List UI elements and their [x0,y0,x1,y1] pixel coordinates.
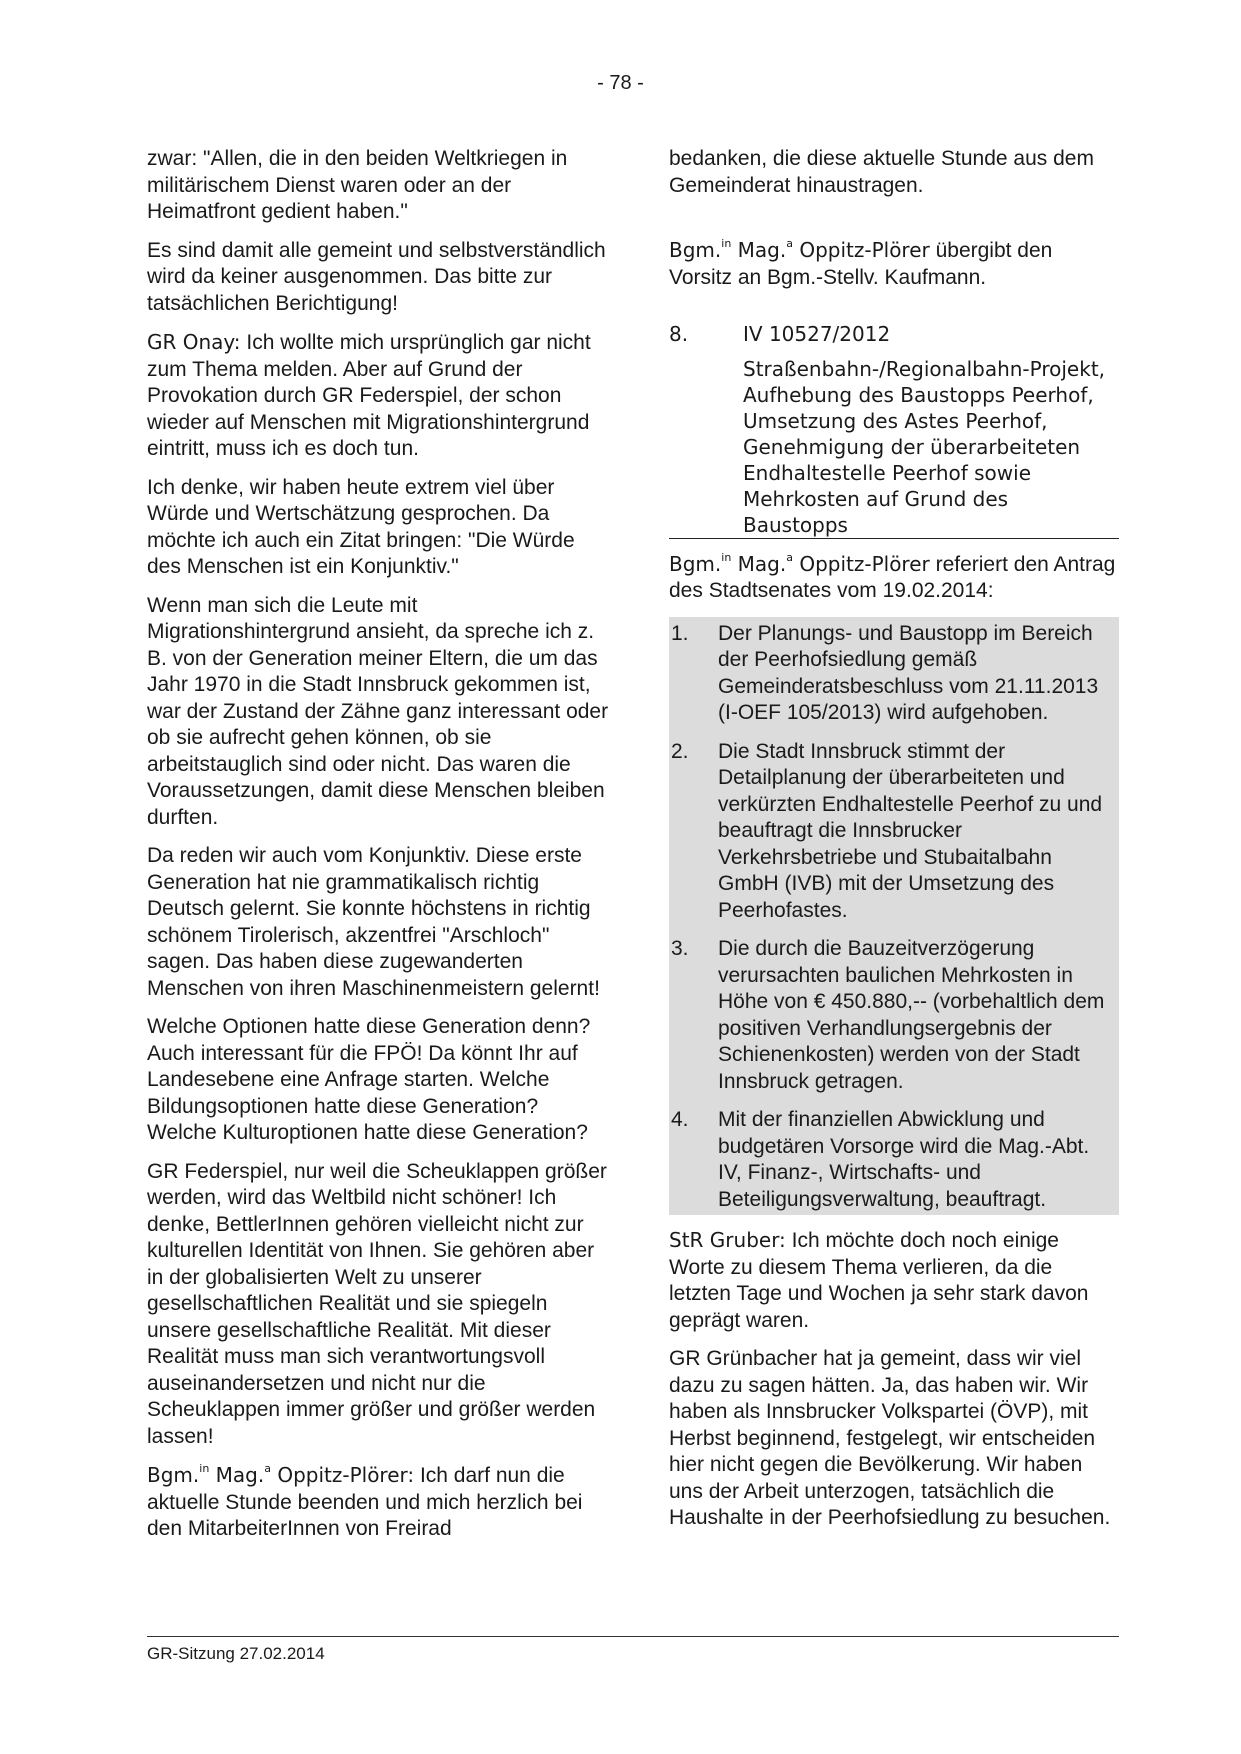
paragraph: Da reden wir auch vom Konjunktiv. Diese erste Generation hat nie grammatikalisch richtig Deutsch gelernt. Sie konnte höchstens in richtig schönem Tirolerisch, akzentfrei "Arschloch" sagen. Das haben diese zugewanderten Menschen von ihren Maschinenmeistern gelernt! [147,844,600,1000]
speaker-name [147,1463,414,1487]
speaker-title: Bgm. [147,1463,200,1487]
agenda-item [669,321,1119,539]
speaker-surname: Oppitz-Plörer [792,238,930,262]
speech-text: referiert den Antrag des Stadtsenates vom 19.02.2014: [669,552,1116,602]
paragraph [147,1462,612,1543]
right-column [669,146,1119,1544]
list-item [669,739,1115,925]
list-text: Die Stadt Innsbruck stimmt der Detailplanung der überarbeiteten und verkürzten Endhaltestelle Peerhof zu und beauftragt die Innsbrucker Verkehrsbetriebe und Stubaitalbahn GmbH (IVB) mit der Umsetzung des Peerhofastes. [718,739,1103,922]
list-number: 4. [671,1108,689,1131]
speaker-name [669,552,930,576]
paragraph [669,237,1119,291]
speaker-surname: Oppitz-Plörer [792,551,930,576]
speaker-title: Bgm. [669,551,722,576]
paragraph: bedanken, die diese aktuelle Stunde aus dem Gemeinderat hinaustragen. [669,147,1094,197]
paragraph: Ich denke, wir haben heute extrem viel über Würde und Wertschätzung gesprochen. Da möchte ich auch ein Zitat bringen: "Die Würde des Menschen ist ein Konjunktiv." [147,475,575,578]
speaker-title: Bgm. [669,238,722,262]
paragraph: Es sind damit alle gemeint und selbstverständlich wird da keiner ausgenommen. Das bitte zur tatsächlichen Berichtigung! [147,238,606,315]
speech-text: Ich wollte mich ursprünglich gar nicht zum Thema melden. Aber auf Grund der Provokation durch GR Federspiel, der schon wieder auf Menschen mit Migrationshintergrund eintritt, muss ich es doch tun. [147,331,591,460]
left-column [147,146,612,1555]
paragraph [669,1227,1119,1334]
paragraph: Wenn man sich die Leute mit Migrationshintergrund ansieht, da spreche ich z. B. von der Generation meiner Eltern, die um das Jahr 1970 in die Stadt Innsbruck gekommen ist, war der Zustand der Zähne ganz interessant oder ob sie aufrecht gehen können, ob sie arbeitstauglich sind oder nicht. Das waren die Voraussetzungen, damit diese Menschen bleiben durften. [147,593,609,829]
list-number: 3. [671,937,689,960]
superscript: a [264,1462,271,1476]
list-number: 1. [671,621,689,645]
paragraph [669,551,1119,605]
speech-text: Ich darf nun die aktuelle Stunde beenden und mich herzlich bei den MitarbeiterInnen von Freirad [147,1464,583,1540]
list-text: Der Planungs- und Baustopp im Bereich der Peerhofsiedlung gemäß Gemeinderatsbeschluss vom 21.11.2013 (I-OEF 105/2013) wird aufgehoben. [718,621,1099,724]
superscript: a [786,550,793,564]
page-number: - 78 - [597,72,644,94]
speaker-name [669,238,930,262]
divider [669,538,1119,539]
speech-text: übergibt den Vorsitz an Bgm.-Stellv. Kaufmann. [669,239,1053,289]
agenda-code: IV 10527/2012 [743,322,891,346]
list-text: Mit der finanziellen Abwicklung und budgetären Vorsorge wird die Mag.-Abt. IV, Finanz-, Wirtschafts- und Beteiligungsverwaltung, beauftragt. [718,1108,1090,1211]
paragraph: GR Grünbacher hat ja gemeint, dass wir viel dazu zu sagen hätten. Ja, das haben wir. Wir haben als Innsbrucker Volkspartei (ÖVP), mit Herbst beginnend, festgelegt, wir entscheiden hier nicht gegen die Bevölkerung. Wir haben uns der Arbeit unterzogen, tatsächlich die Haushalte in der Peerhofsiedlung zu besuchen. [669,1347,1111,1529]
list-item [669,936,1115,1095]
speaker-name: StR Gruber: [669,1228,786,1252]
paragraph [147,329,612,463]
superscript: in [721,550,732,564]
list-item [669,1107,1115,1213]
superscript: a [786,237,793,251]
agenda-number: 8. [669,322,689,346]
speaker-title: Mag. [209,1463,265,1487]
list-text: Die durch die Bauzeitverzögerung verursachten baulichen Mehrkosten in Höhe von € 450.880,-- (vorbehaltlich dem positiven Verhandlungsergebnis der Schienenkosten) werden von der Stadt Innsbruck getragen. [718,937,1105,1093]
footer-session-date: GR-Sitzung 27.02.2014 [147,1644,325,1663]
footer-divider [147,1636,1119,1637]
speech-text: Ich möchte doch noch einige Worte zu diesem Thema verlieren, da die letzten Tage und Wochen ja sehr stark davon geprägt waren. [669,1229,1089,1332]
paragraph: zwar: "Allen, die in den beiden Weltkriegen in militärischem Dienst waren oder an der Heimatfront gedient haben." [147,147,568,223]
paragraph: Welche Optionen hatte diese Generation denn? Auch interessant für die FPÖ! Da könnt Ihr auf Landesebene eine Anfrage starten. Welche Bildungsoptionen hatte diese Generation? Welche Kulturoptionen hatte diese Generation? [147,1015,591,1144]
speaker-title: Mag. [731,551,787,576]
speaker-surname: Oppitz-Plörer: [270,1463,415,1487]
speaker-name: GR Onay: [147,330,241,354]
resolution-list [669,617,1119,1216]
superscript: in [199,1462,210,1476]
paragraph: GR Federspiel, nur weil die Scheuklappen größer werden, wird das Weltbild nicht schöner! Ich denke, BettlerInnen gehören vielleicht nicht zur kulturellen Identität von Ihnen. Sie gehören aber in der globalisierten Welt zu unserer gesellschaftlichen Realität und sie spiegeln unsere gesellschaftliche Realität. Mit dieser Realität muss man sich verantwortungsvoll auseinandersetzen und nicht nur die Scheuklappen immer größer und größer werden lassen! [147,1159,607,1448]
agenda-title: Straßenbahn-/Regionalbahn-Projekt, Aufhebung des Baustopps Peerhof, Umsetzung des Astes Peerhof, Genehmigung der überarbeiteten Endhaltestelle Peerhof sowie Mehrkosten auf Grund des Baustopps [743,356,1106,537]
superscript: in [721,237,732,251]
speaker-title: Mag. [731,238,787,262]
list-number: 2. [671,739,689,763]
list-item [669,621,1115,727]
